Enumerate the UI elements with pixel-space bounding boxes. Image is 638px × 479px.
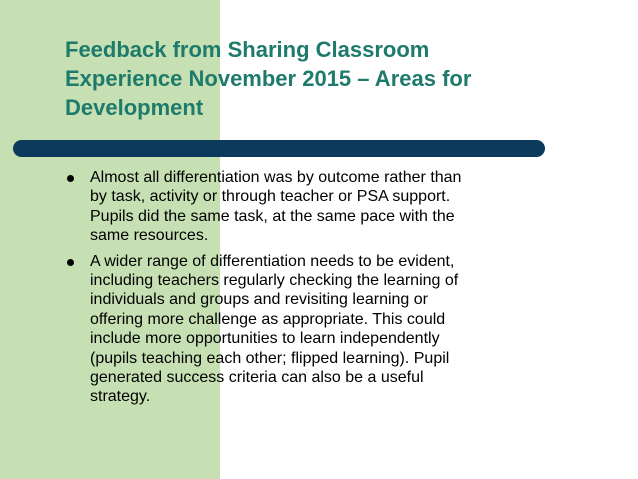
bullet-1-line-1: Almost all differentiation was by outcome rather than xyxy=(90,169,462,186)
bullet-1-line-3: Pupils did the same task, at the same pace with the xyxy=(90,207,455,225)
bullet-2-line-3: individuals and groups and revisiting learning or xyxy=(90,291,428,309)
bullet-item-2 xyxy=(65,252,625,407)
bullet-2-line-6: (pupils teaching each other; flipped learning). Pupil xyxy=(90,349,450,367)
bullet-2-line-7: generated success criteria can also be a useful xyxy=(90,369,424,387)
bullet-1-line-2: by task, activity or through teacher or PSA support. xyxy=(90,188,451,206)
bullet-2-line-4: offering more challenge as appropriate. This could xyxy=(90,310,446,328)
title-divider-bar xyxy=(13,140,545,157)
bullet-2-line-2: including teachers regularly checking the learning of xyxy=(90,272,459,290)
title-line-3: Development xyxy=(65,95,204,120)
slide-title xyxy=(65,35,625,122)
bullet-dot-icon xyxy=(67,175,74,182)
title-line-1: Feedback from Sharing Classroom xyxy=(65,37,430,62)
bullet-2-line-8: strategy. xyxy=(90,388,151,406)
bullet-2-line-5: include more opportunities to learn independently xyxy=(90,330,440,348)
bullet-item-1 xyxy=(65,168,625,246)
bullet-2-line-1: A wider range of differentiation needs to be evident, xyxy=(90,252,455,270)
bullet-list xyxy=(65,168,625,413)
title-line-2: Experience November 2015 – Areas for xyxy=(65,66,472,91)
bullet-1-line-4: same resources. xyxy=(90,227,209,245)
bullet-dot-icon xyxy=(67,259,74,266)
